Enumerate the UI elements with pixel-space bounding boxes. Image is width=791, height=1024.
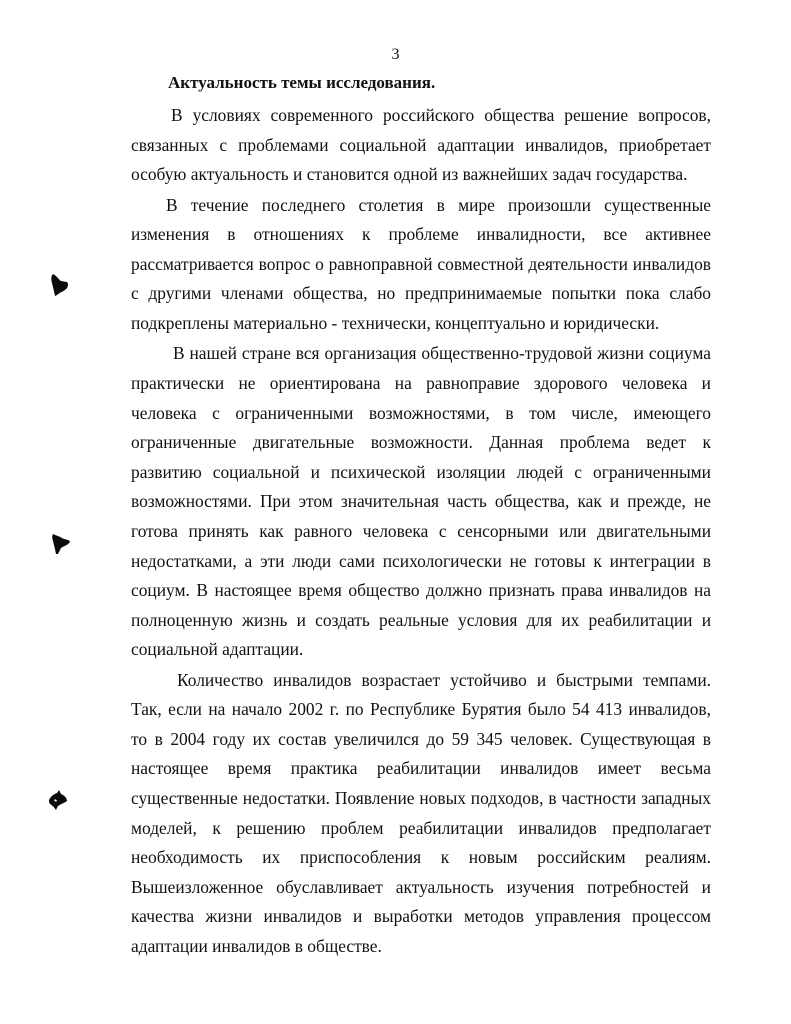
- text-line: возможностями. При этом значительная часть общества, как и прежде, не: [131, 491, 711, 512]
- page-number: 3: [391, 46, 400, 63]
- text-line: человека с ограниченными возможностями, в том числе, имеющего: [131, 402, 711, 423]
- text-line: полноценную жизнь и создать реальные условия для их реабилитации и: [131, 609, 711, 630]
- scan-mark-middle: [50, 530, 72, 556]
- text-line: подкреплены материально - технически, концептуально и юридически.: [131, 312, 660, 333]
- text-line: Вышеизложенное обуславливает актуальность изучения потребностей и: [131, 876, 711, 897]
- text-line: готова принять как равного человека с сенсорными или двигательными: [131, 520, 711, 541]
- text-line: связанных с проблемами социальной адаптации инвалидов, приобретает: [131, 134, 711, 155]
- text-line: качества жизни инвалидов и выработки методов управления процессом: [131, 906, 711, 927]
- text-line: моделей, к решению проблем реабилитации инвалидов предполагает: [131, 817, 711, 838]
- text-line: практически не ориентирована на равноправие здорового человека и: [131, 372, 711, 393]
- text-line: В нашей стране вся организация общественно-трудовой жизни социума: [173, 343, 711, 364]
- text-line: социум. В настоящее время общество должно признать права инвалидов на: [131, 580, 711, 601]
- text-line: В условиях современного российского общества решение вопросов,: [171, 105, 711, 125]
- text-line: изменения в отношениях к проблеме инвалидности, все активнее: [131, 224, 711, 245]
- text-line: ограниченные двигательные возможности. Данная проблема ведет к: [131, 432, 711, 453]
- text-line: с другими членами общества, но предпринимаемые попытки пока слабо: [131, 283, 711, 304]
- text-line: настоящее время практика реабилитации инвалидов имеет весьма: [131, 758, 711, 779]
- text-line: рассматривается вопрос о равноправной совместной деятельности инвалидов: [131, 253, 711, 274]
- scan-mark-bottom: [47, 786, 69, 812]
- text-line: недостатками, а эти люди сами психологически не готовы к интеграции в: [131, 550, 711, 571]
- section-heading: Актуальность темы исследования.: [168, 73, 436, 92]
- text-line: то в 2004 году их состав увеличился до 59 345 человек. Существующая в: [131, 728, 711, 749]
- text-line: существенные недостатки. Появление новых подходов, в частности западных: [131, 788, 711, 809]
- text-line: социальной адаптации.: [131, 639, 304, 660]
- text-line: развитию социальной и психической изоляции людей с ограниченными: [131, 461, 711, 482]
- text-line: адаптации инвалидов в обществе.: [131, 936, 382, 957]
- text-line: необходимость их приспособления к новым российским реалиям.: [131, 847, 711, 868]
- text-line: Так, если на начало 2002 г. по Республике Бурятия было 54 413 инвалидов,: [131, 699, 711, 720]
- scan-mark-top: [49, 271, 71, 297]
- text-line: Количество инвалидов возрастает устойчиво и быстрыми темпами.: [177, 669, 711, 690]
- text-line: особую актуальность и становится одной из важнейших задач государства.: [131, 164, 688, 185]
- body-text: [131, 101, 711, 962]
- text-line: В течение последнего столетия в мире произошли существенные: [166, 194, 711, 215]
